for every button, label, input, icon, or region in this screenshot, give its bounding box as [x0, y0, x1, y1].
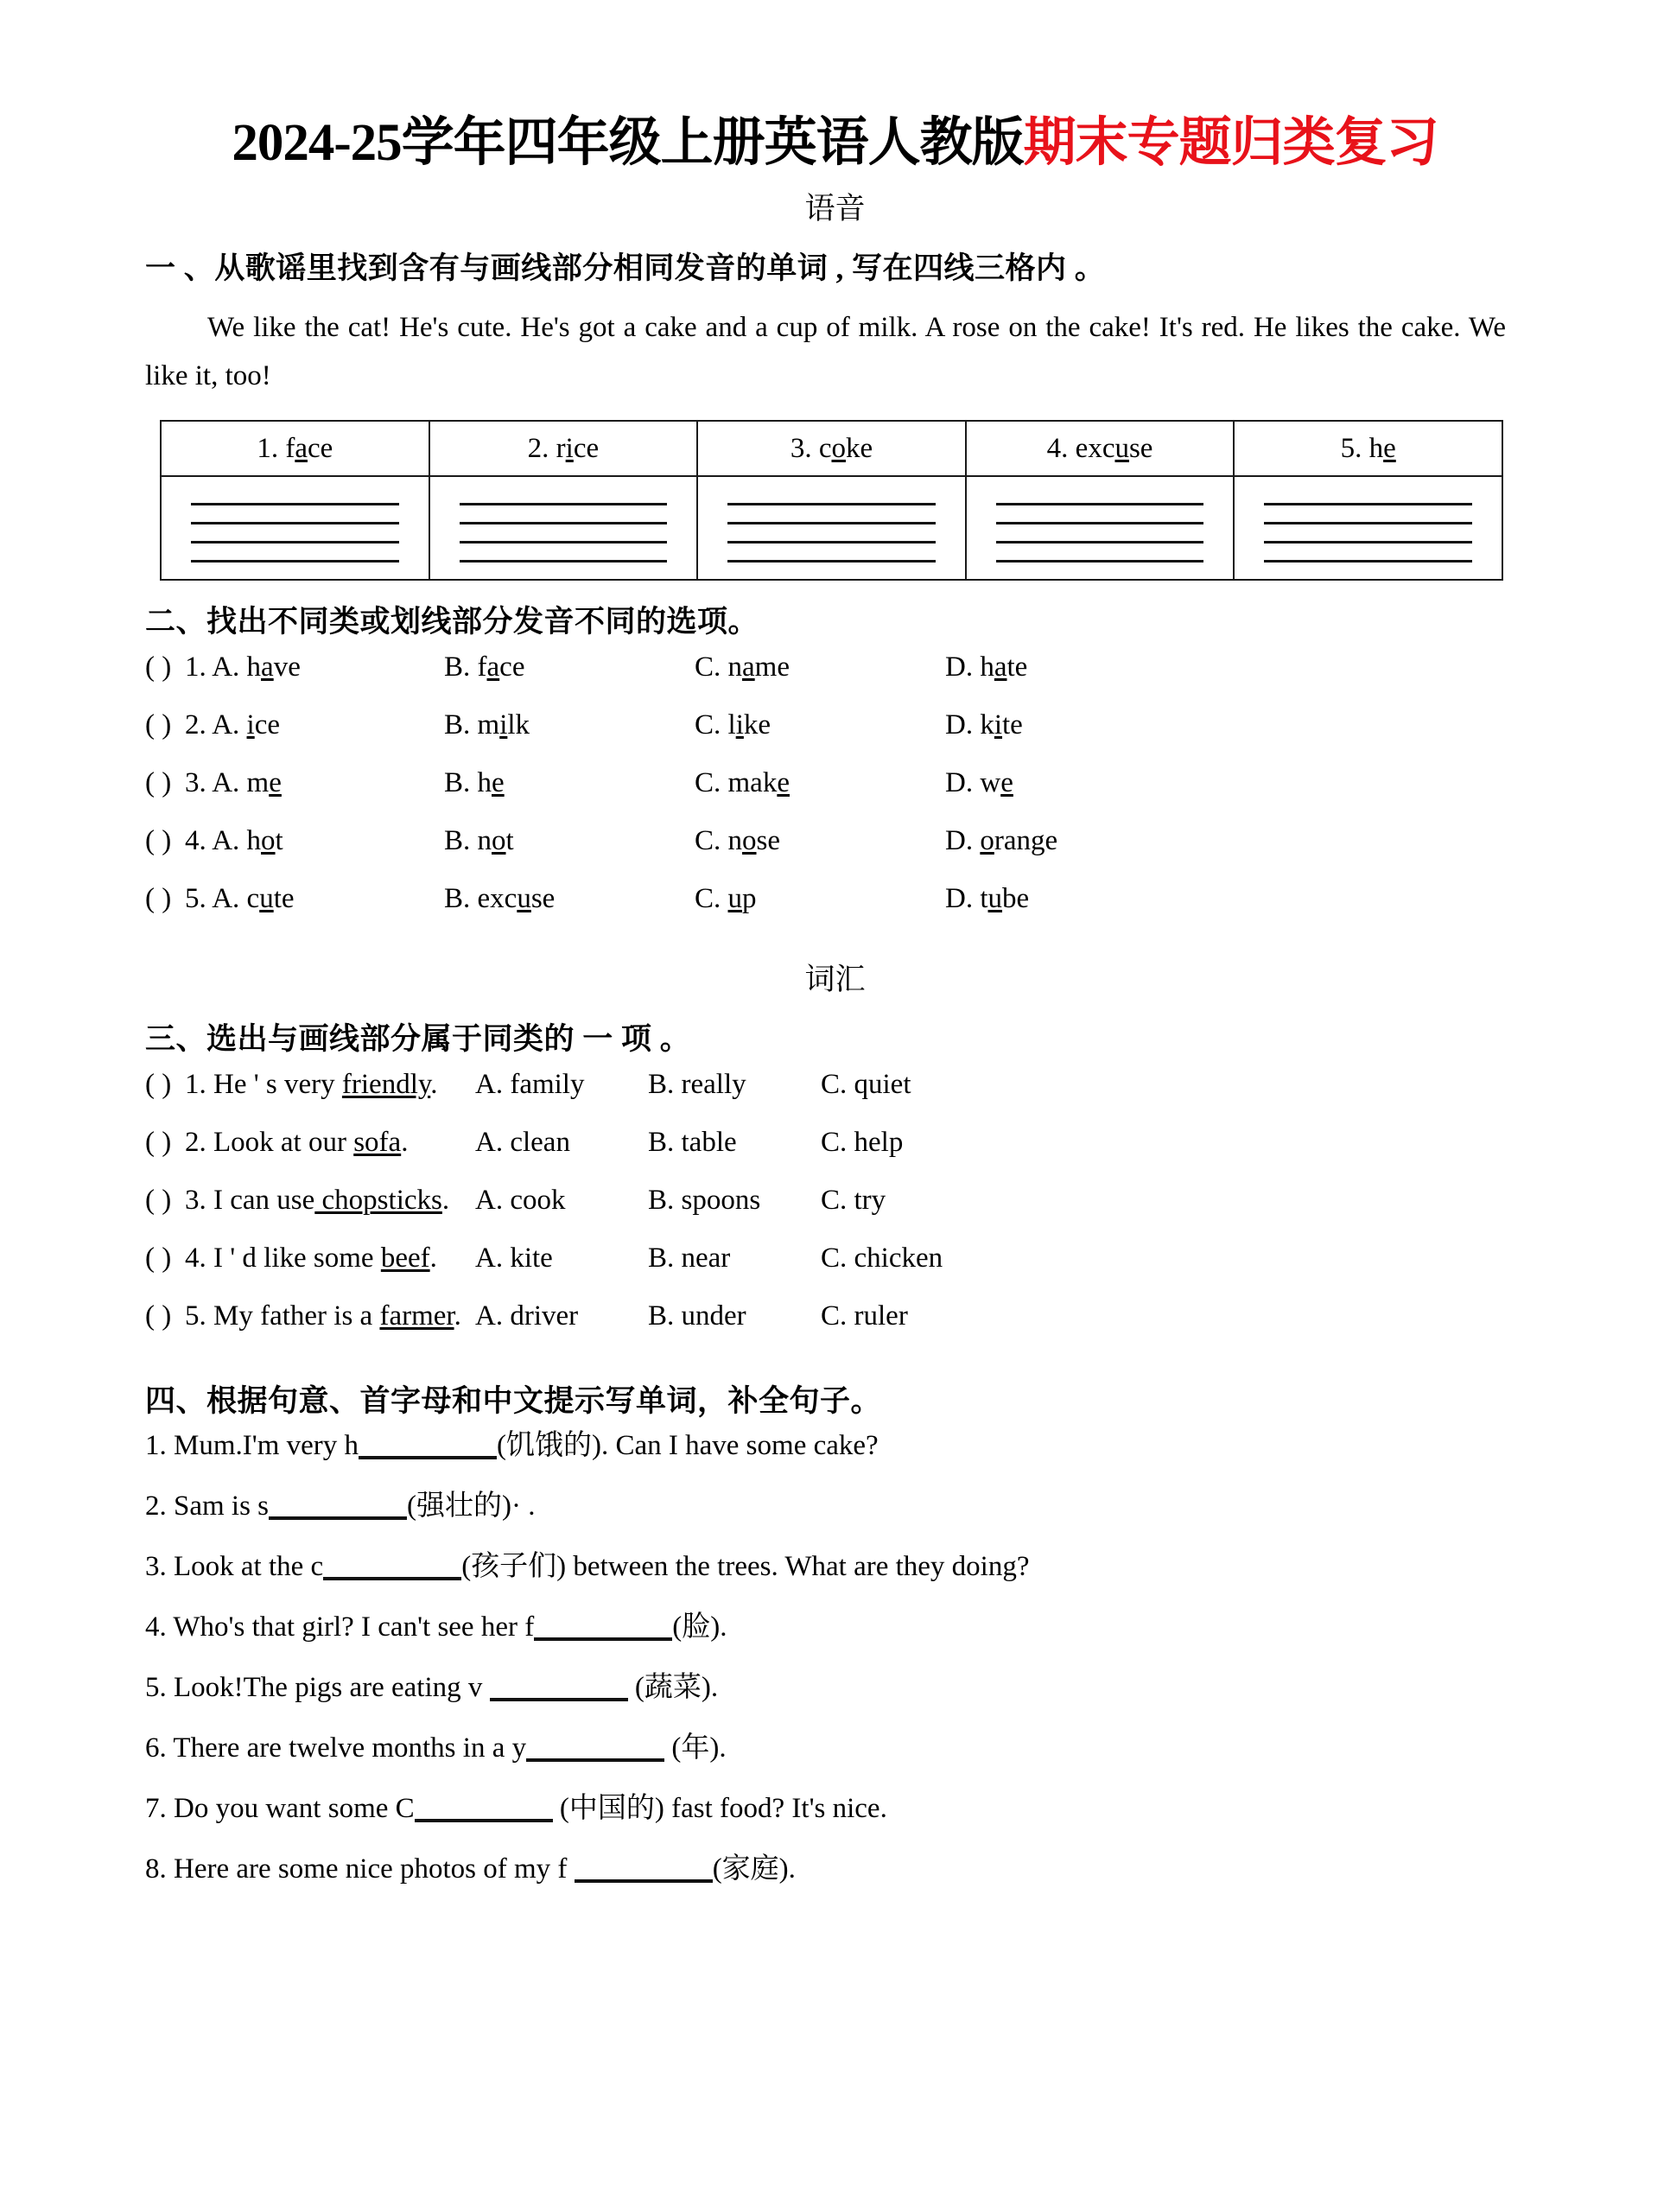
- option-a[interactable]: [185, 824, 444, 856]
- writing-line: [191, 541, 399, 543]
- option-b[interactable]: B. table: [648, 1126, 737, 1158]
- answer-bracket[interactable]: ( ): [145, 651, 172, 683]
- grid-word-suffix: ke: [845, 433, 873, 465]
- question-number: 6.: [145, 1732, 174, 1764]
- option-letter: D.: [945, 651, 981, 683]
- question-stem: [185, 1186, 475, 1215]
- question-number: 2.: [185, 1126, 213, 1158]
- option-word-prefix: m: [477, 709, 500, 741]
- option-word-underlined: i: [499, 709, 508, 741]
- grid-word-number: 4.: [1046, 433, 1076, 465]
- writing-line: [996, 560, 1204, 563]
- question-number: 1.: [145, 1430, 174, 1462]
- option-letter: D.: [945, 709, 981, 741]
- option-word-suffix: p: [742, 882, 757, 914]
- fill-in-blank-row: [0, 1432, 1670, 1492]
- answer-bracket[interactable]: ( ): [145, 1126, 172, 1158]
- sentence-suffix: (家庭).: [712, 1853, 796, 1885]
- option-word-underlined: e: [269, 766, 282, 798]
- question-row: [0, 1302, 1670, 1360]
- sentence-suffix: (年).: [664, 1732, 727, 1764]
- option-word-prefix: k: [980, 709, 994, 741]
- sentence-suffix: (蔬菜).: [627, 1672, 719, 1704]
- writing-line: [727, 560, 936, 563]
- writing-line: [1264, 541, 1472, 543]
- writing-line: [727, 541, 936, 543]
- option-a[interactable]: A. kite: [475, 1242, 553, 1274]
- option-word-suffix: ke: [743, 709, 772, 741]
- grid-lines-cell[interactable]: [966, 476, 1235, 580]
- option-word-underlined: a: [486, 651, 500, 683]
- option-letter: A.: [212, 766, 247, 798]
- writing-grid-table: [160, 420, 1503, 581]
- grid-word-cell: [697, 421, 966, 476]
- option-word-prefix: f: [477, 651, 487, 683]
- answer-bracket[interactable]: ( ): [145, 766, 172, 798]
- option-letter: C.: [695, 882, 728, 914]
- grid-word-underlined: u: [1114, 433, 1129, 465]
- stem-prefix: He ' s very: [213, 1068, 342, 1100]
- four-line-grid[interactable]: [1235, 477, 1502, 579]
- option-word-suffix: ve: [273, 651, 301, 683]
- four-line-grid[interactable]: [430, 477, 697, 579]
- writing-line: [996, 503, 1204, 505]
- option-word-prefix: c: [246, 882, 260, 914]
- option-c[interactable]: C. quiet: [821, 1068, 911, 1100]
- option-word-prefix: h: [246, 824, 262, 856]
- option-a[interactable]: A. cook: [475, 1184, 566, 1216]
- table-row-words: [161, 421, 1502, 476]
- option-c[interactable]: [695, 711, 945, 740]
- option-b[interactable]: [444, 766, 695, 798]
- option-word-suffix: lk: [507, 709, 530, 741]
- option-letter: B.: [444, 651, 478, 683]
- option-word-underlined: a: [742, 651, 755, 683]
- option-letter: D.: [945, 882, 981, 914]
- grid-word-cell: [966, 421, 1235, 476]
- question-row: [0, 824, 1670, 885]
- answer-blank[interactable]: [269, 1516, 407, 1520]
- sentence-prefix: Look!The pigs are eating v: [174, 1672, 490, 1704]
- page-title-black: 2024-25学年四年级上册英语人教版: [232, 114, 1024, 172]
- option-letter: B.: [444, 882, 478, 914]
- writing-line: [996, 522, 1204, 524]
- option-letter: D.: [945, 824, 981, 856]
- question-number: 4.: [145, 1611, 174, 1643]
- option-b[interactable]: [444, 653, 695, 682]
- question-row: [0, 1186, 1670, 1244]
- stem-suffix: .: [401, 1126, 409, 1158]
- option-word-underlined: e: [1000, 766, 1013, 798]
- grid-word-prefix: c: [818, 433, 832, 465]
- option-d[interactable]: [945, 711, 1196, 740]
- answer-bracket[interactable]: ( ): [145, 1300, 172, 1332]
- stem-underlined-word: chopsticks: [314, 1184, 442, 1216]
- writing-line: [1264, 560, 1472, 563]
- option-word-prefix: l: [727, 709, 736, 741]
- sentence-prefix: There are twelve months in a y: [173, 1732, 527, 1764]
- stem-underlined-word: sofa: [353, 1126, 402, 1158]
- stem-prefix: My father is a: [213, 1300, 380, 1332]
- writing-line: [1264, 522, 1472, 524]
- writing-line: [1264, 503, 1472, 505]
- sentence-suffix: (强壮的)· .: [407, 1491, 536, 1522]
- option-c[interactable]: [695, 653, 945, 682]
- option-word-underlined: e: [777, 766, 790, 798]
- sentence-prefix: Here are some nice photos of my f: [174, 1853, 575, 1885]
- answer-blank[interactable]: [323, 1577, 461, 1580]
- option-letter: C.: [695, 651, 728, 683]
- stem-prefix: Look at our: [213, 1126, 354, 1158]
- option-word-underlined: u: [517, 882, 531, 914]
- option-b[interactable]: B. near: [648, 1242, 731, 1274]
- answer-bracket[interactable]: ( ): [145, 709, 172, 741]
- option-word-underlined: a: [994, 651, 1007, 683]
- option-word-suffix: ce: [254, 709, 280, 741]
- answer-blank[interactable]: [490, 1698, 628, 1701]
- answer-blank[interactable]: [415, 1819, 553, 1822]
- writing-line: [727, 522, 936, 524]
- option-word-prefix: exc: [477, 882, 518, 914]
- writing-line: [460, 503, 668, 505]
- option-word-suffix: ce: [499, 651, 525, 683]
- option-letter: B.: [444, 766, 478, 798]
- option-b[interactable]: [444, 824, 695, 856]
- sentence-prefix: Sam is s: [174, 1491, 270, 1522]
- option-word-suffix: t: [505, 824, 514, 856]
- part-one-heading: 一 、从歌谣里找到含有与画线部分相同发音的单词 , 写在四线三格内 。: [145, 251, 1106, 285]
- answer-bracket[interactable]: ( ): [145, 1184, 172, 1216]
- grid-lines-cell[interactable]: [429, 476, 698, 580]
- fill-in-blank-row: [0, 1855, 1670, 1916]
- writing-line: [191, 560, 399, 563]
- section-label-phonetics: 语音: [804, 191, 866, 226]
- answer-blank[interactable]: [359, 1456, 497, 1459]
- sentence-prefix: Mum.I'm very h: [174, 1430, 359, 1462]
- option-word-prefix: n: [727, 824, 743, 856]
- answer-bracket[interactable]: ( ): [145, 824, 172, 856]
- option-word-prefix: mak: [727, 766, 778, 798]
- page-title: [0, 0, 1670, 172]
- option-a[interactable]: A. clean: [475, 1126, 570, 1158]
- option-letter: C.: [695, 766, 728, 798]
- option-a[interactable]: A. driver: [475, 1300, 579, 1332]
- question-stem: [185, 1244, 475, 1273]
- writing-line: [996, 541, 1204, 543]
- option-letter: B.: [444, 824, 478, 856]
- sentence-suffix: (脸).: [672, 1611, 727, 1643]
- grid-word-prefix: h: [1368, 433, 1384, 465]
- stem-suffix: .: [441, 1184, 450, 1216]
- sentence-prefix: Do you want some C: [174, 1793, 415, 1825]
- option-word-underlined: u: [987, 882, 1003, 914]
- option-word-underlined: i: [994, 709, 1003, 741]
- grid-word-suffix: ce: [307, 433, 333, 465]
- question-number: 5.: [145, 1672, 174, 1704]
- part-two-items: [0, 641, 1670, 943]
- option-letter: A.: [212, 651, 247, 683]
- grid-word-underlined: i: [565, 433, 574, 465]
- question-number: 2.: [185, 709, 213, 741]
- option-word-suffix: se: [756, 824, 781, 856]
- grid-lines-cell[interactable]: [161, 476, 429, 580]
- stem-underlined-word: beef: [380, 1242, 430, 1274]
- answer-blank[interactable]: [526, 1758, 664, 1762]
- option-c[interactable]: [695, 824, 945, 856]
- question-stem: [185, 1302, 475, 1331]
- option-b[interactable]: [444, 882, 695, 914]
- option-letter: A.: [212, 709, 247, 741]
- grid-lines-cell[interactable]: [1234, 476, 1502, 580]
- stem-suffix: .: [430, 1068, 438, 1100]
- question-number: 1.: [185, 1068, 213, 1100]
- grid-word-cell: [1234, 421, 1502, 476]
- stem-prefix: I can use: [213, 1184, 315, 1216]
- part-three-heading: 三、选出与画线部分属于同类的 一 项 。: [145, 1021, 691, 1056]
- four-line-grid[interactable]: [967, 477, 1234, 579]
- option-c[interactable]: C. help: [821, 1126, 904, 1158]
- option-word-underlined: o: [980, 824, 994, 856]
- question-number: 3.: [145, 1551, 174, 1583]
- part-two-heading: 二、找出不同类或划线部分发音不同的选项。: [145, 605, 759, 639]
- question-number: 4.: [185, 824, 213, 856]
- option-b[interactable]: B. under: [648, 1300, 746, 1332]
- writing-line: [727, 503, 936, 505]
- four-line-grid[interactable]: [162, 477, 429, 579]
- grid-word-suffix: ce: [573, 433, 600, 465]
- option-c[interactable]: [695, 766, 945, 798]
- option-a[interactable]: [185, 653, 444, 682]
- question-row: [0, 1244, 1670, 1302]
- option-word-underlined: o: [742, 824, 757, 856]
- answer-bracket[interactable]: ( ): [145, 882, 172, 914]
- option-letter: A.: [212, 882, 247, 914]
- option-word-underlined: u: [259, 882, 274, 914]
- grid-word-suffix: se: [1128, 433, 1153, 465]
- option-word-prefix: h: [980, 651, 994, 683]
- option-d[interactable]: [945, 766, 1196, 798]
- stem-suffix: .: [429, 1242, 437, 1274]
- option-word-prefix: n: [727, 651, 743, 683]
- option-word-underlined: o: [261, 824, 276, 856]
- option-word-prefix: n: [477, 824, 492, 856]
- option-word-underlined: o: [492, 824, 506, 856]
- option-word-prefix: t: [980, 882, 988, 914]
- answer-bracket[interactable]: ( ): [145, 1242, 172, 1274]
- grid-word-underlined: o: [831, 433, 846, 465]
- writing-line: [460, 541, 668, 543]
- option-word-underlined: i: [735, 709, 744, 741]
- question-row: [0, 766, 1670, 827]
- stem-suffix: .: [454, 1300, 461, 1332]
- option-word-suffix: te: [1006, 651, 1028, 683]
- grid-word-number: 1.: [257, 433, 286, 465]
- option-word-underlined: a: [261, 651, 274, 683]
- question-row: [0, 882, 1670, 943]
- question-number: 7.: [145, 1793, 174, 1825]
- option-b[interactable]: [444, 711, 695, 740]
- question-number: 3.: [185, 1184, 213, 1216]
- sentence-suffix: (饥饿的). Can I have some cake?: [497, 1430, 879, 1462]
- stem-underlined-word: friendly: [341, 1068, 431, 1100]
- question-number: 5.: [185, 1300, 213, 1332]
- option-word-prefix: m: [246, 766, 270, 798]
- option-c[interactable]: C. try: [821, 1184, 886, 1216]
- question-row: [0, 1068, 1670, 1128]
- answer-blank[interactable]: [575, 1879, 713, 1883]
- option-letter: D.: [945, 766, 981, 798]
- part-one-passage: We like the cat! He's cute. He's got a cake and a cup of milk. A rose on the cake! It's red. He likes the cake. We like it, too!: [145, 311, 1506, 392]
- writing-line: [460, 522, 668, 524]
- option-a[interactable]: [185, 882, 444, 914]
- four-line-grid[interactable]: [698, 477, 965, 579]
- option-word-prefix: h: [477, 766, 492, 798]
- sentence-suffix: (孩子们) between the trees. What are they doing?: [461, 1551, 1030, 1583]
- grid-word-number: 5.: [1340, 433, 1369, 465]
- stem-underlined-word: farmer: [379, 1300, 454, 1332]
- part-three-items: [0, 1058, 1670, 1360]
- fill-in-blank-row: [0, 1492, 1670, 1553]
- question-number: 2.: [145, 1491, 174, 1522]
- option-word-prefix: h: [246, 651, 262, 683]
- option-word-prefix: w: [980, 766, 1001, 798]
- section-label-vocabulary: 词汇: [804, 962, 866, 996]
- option-word-underlined: e: [492, 766, 505, 798]
- grid-word-prefix: f: [285, 433, 295, 465]
- grid-word-cell: [429, 421, 698, 476]
- grid-lines-cell[interactable]: [697, 476, 966, 580]
- question-number: 1.: [185, 651, 213, 683]
- table-row-lines: [161, 476, 1502, 580]
- part-four-items: [0, 1420, 1670, 1916]
- question-row: [0, 653, 1670, 711]
- option-word-underlined: u: [727, 882, 743, 914]
- option-letter: C.: [695, 824, 728, 856]
- option-word-suffix: te: [1002, 709, 1023, 741]
- option-d[interactable]: [945, 653, 1196, 682]
- sentence-prefix: Who's that girl? I can't see her f: [173, 1611, 535, 1643]
- option-c[interactable]: C. chicken: [821, 1242, 943, 1274]
- question-stem: [185, 1068, 475, 1100]
- question-stem: [185, 1128, 475, 1157]
- part-four-heading: 四、根据句意、首字母和中文提示写单词，补全句子。: [145, 1383, 882, 1418]
- option-d[interactable]: [945, 824, 1196, 856]
- page-title-red: 期末专题归类复习: [1023, 114, 1438, 172]
- writing-line: [460, 560, 668, 563]
- fill-in-blank-row: [0, 1553, 1670, 1613]
- question-number: 8.: [145, 1853, 174, 1885]
- grid-word-number: 3.: [790, 433, 819, 465]
- option-b[interactable]: B. spoons: [648, 1184, 761, 1216]
- fill-in-blank-row: [0, 1795, 1670, 1855]
- fill-in-blank-row: [0, 1734, 1670, 1795]
- fill-in-blank-row: [0, 1674, 1670, 1734]
- option-word-underlined: i: [246, 709, 255, 741]
- question-number: 4.: [185, 1242, 213, 1274]
- grid-word-underlined: e: [1383, 433, 1396, 465]
- writing-line: [191, 522, 399, 524]
- option-a[interactable]: [185, 766, 444, 798]
- question-number: 5.: [185, 882, 213, 914]
- grid-word-underlined: a: [295, 433, 308, 465]
- option-d[interactable]: [945, 882, 1196, 914]
- fill-in-blank-row: [0, 1613, 1670, 1674]
- option-word-suffix: me: [754, 651, 790, 683]
- option-b[interactable]: B. really: [648, 1068, 746, 1100]
- option-letter: B.: [444, 709, 478, 741]
- option-word-suffix: be: [1002, 882, 1030, 914]
- question-row: [0, 1128, 1670, 1186]
- writing-line: [191, 503, 399, 505]
- grid-word-prefix: r: [556, 433, 566, 465]
- option-word-suffix: range: [994, 824, 1058, 856]
- grid-word-cell: [161, 421, 429, 476]
- answer-blank[interactable]: [534, 1637, 672, 1641]
- option-word-suffix: t: [275, 824, 283, 856]
- answer-bracket[interactable]: ( ): [145, 1068, 172, 1100]
- option-c[interactable]: C. ruler: [821, 1300, 908, 1332]
- stem-prefix: I ' d like some: [213, 1242, 381, 1274]
- option-word-suffix: te: [273, 882, 295, 914]
- question-row: [0, 711, 1670, 769]
- sentence-suffix: (中国的) fast food? It's nice.: [552, 1793, 887, 1825]
- option-c[interactable]: [695, 882, 945, 914]
- option-a[interactable]: A. family: [475, 1068, 585, 1100]
- question-number: 3.: [185, 766, 213, 798]
- sentence-prefix: Look at the c: [174, 1551, 324, 1583]
- grid-word-number: 2.: [527, 433, 556, 465]
- option-letter: C.: [695, 709, 728, 741]
- option-a[interactable]: [185, 711, 444, 740]
- option-letter: A.: [212, 824, 247, 856]
- grid-word-prefix: exc: [1075, 433, 1115, 465]
- option-word-suffix: se: [530, 882, 556, 914]
